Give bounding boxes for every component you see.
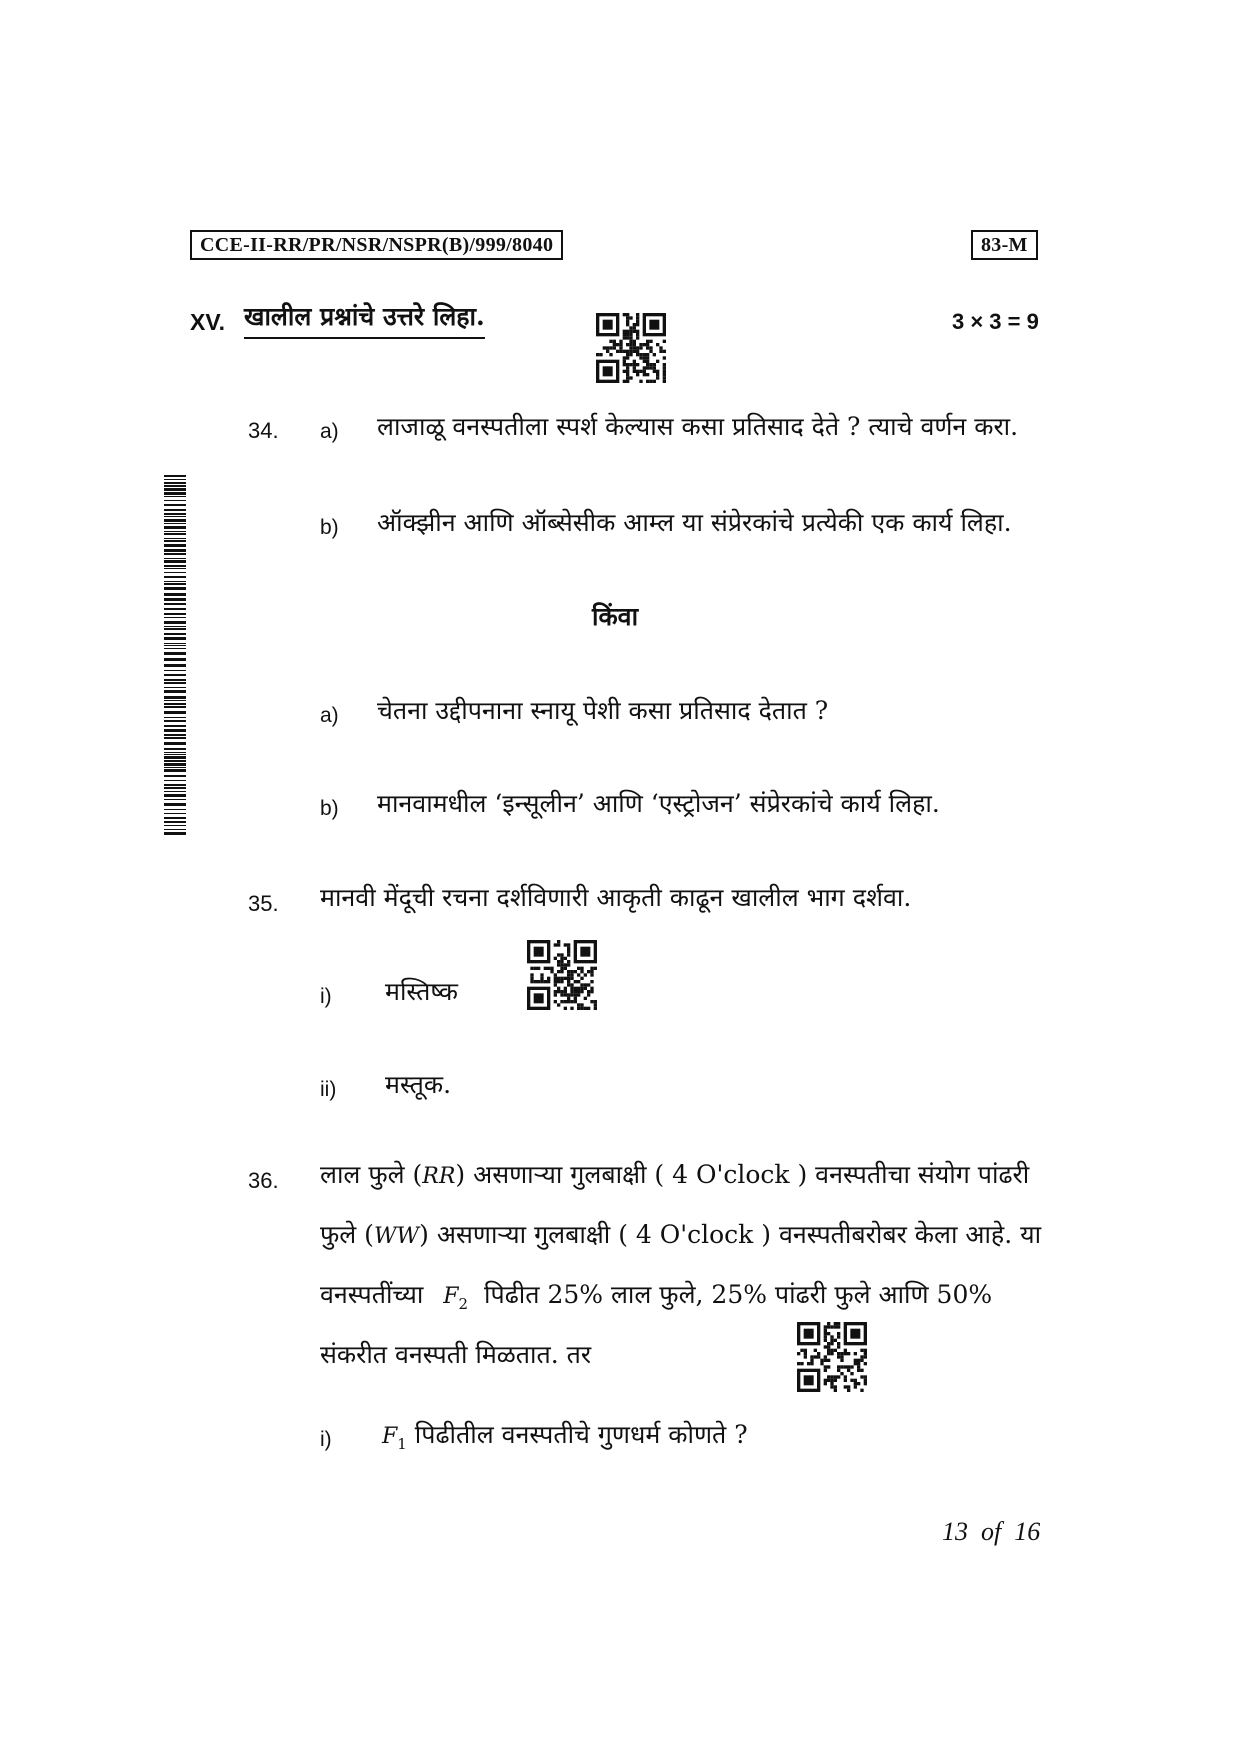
section-title: खालील प्रश्नांचे उत्तरे लिहा. xyxy=(244,304,485,339)
question-text: चेतना उद्दीपनाना स्नायू पेशी कसा प्रतिसाद देतात ? xyxy=(377,696,829,725)
question-text: लाजाळू वनस्पतीला स्पर्श केल्यास कसा प्रतिसाद देते ? त्याचे वर्णन करा. xyxy=(377,412,1019,441)
option-text: मस्तूक. xyxy=(385,1070,452,1099)
document-code: CCE-II-RR/PR/NSR/NSPR(B)/999/8040 xyxy=(190,230,563,260)
section-marks: 3 × 3 = 9 xyxy=(952,309,1039,334)
or-separator: किंवा xyxy=(592,602,639,631)
question-text: मानवी मेंदूची रचना दर्शविणारी आकृती काढून खालील भाग दर्शवा. xyxy=(320,883,912,912)
question-number: 36. xyxy=(248,1168,279,1193)
barcode-icon xyxy=(164,475,186,837)
option-label: i) xyxy=(320,1428,332,1451)
question-number: 34. xyxy=(248,418,279,443)
question-text: वनस्पतींच्या $F_2$ पिढीत 25% लाल फुले, 25% पांढरी फुले आणि 50% xyxy=(320,1280,993,1313)
qr-code-icon xyxy=(797,1322,867,1392)
option-label: b) xyxy=(320,516,339,539)
question-text: लाल फुले (RR) असणाऱ्या गुलबाक्षी ( 4 O'clock ) वनस्पतीचा संयोग पांढरी xyxy=(320,1160,1030,1189)
option-text: $F_1$ पिढीतील वनस्पतीचे गुणधर्म कोणते ? xyxy=(382,1420,748,1453)
section-number: XV. xyxy=(190,309,225,335)
page-number: 13 of 16 xyxy=(942,1517,1041,1546)
question-number: 35. xyxy=(248,891,279,916)
question-text: मानवामधील ‘इन्सूलीन’ आणि ‘एस्ट्रोजन’ संप्रेरकांचे कार्य लिहा. xyxy=(377,789,940,818)
qr-code-icon xyxy=(527,940,597,1010)
option-label: a) xyxy=(320,420,339,443)
option-label: b) xyxy=(320,797,339,820)
question-text: संकरीत वनस्पती मिळतात. तर xyxy=(320,1340,592,1369)
option-label: i) xyxy=(320,985,332,1008)
paper-code: 83-M xyxy=(971,230,1038,260)
option-text: मस्तिष्क xyxy=(385,977,458,1006)
question-text: ऑक्झीन आणि ऑब्सेसीक आम्ल या संप्रेरकांचे प्रत्येकी एक कार्य लिहा. xyxy=(377,508,1012,537)
question-text: फुले (WW) असणाऱ्या गुलबाक्षी ( 4 O'clock ) वनस्पतीबरोबर केला आहे. या xyxy=(320,1220,1042,1249)
option-label: a) xyxy=(320,704,339,727)
qr-code-icon xyxy=(596,313,666,383)
option-label: ii) xyxy=(320,1078,337,1101)
